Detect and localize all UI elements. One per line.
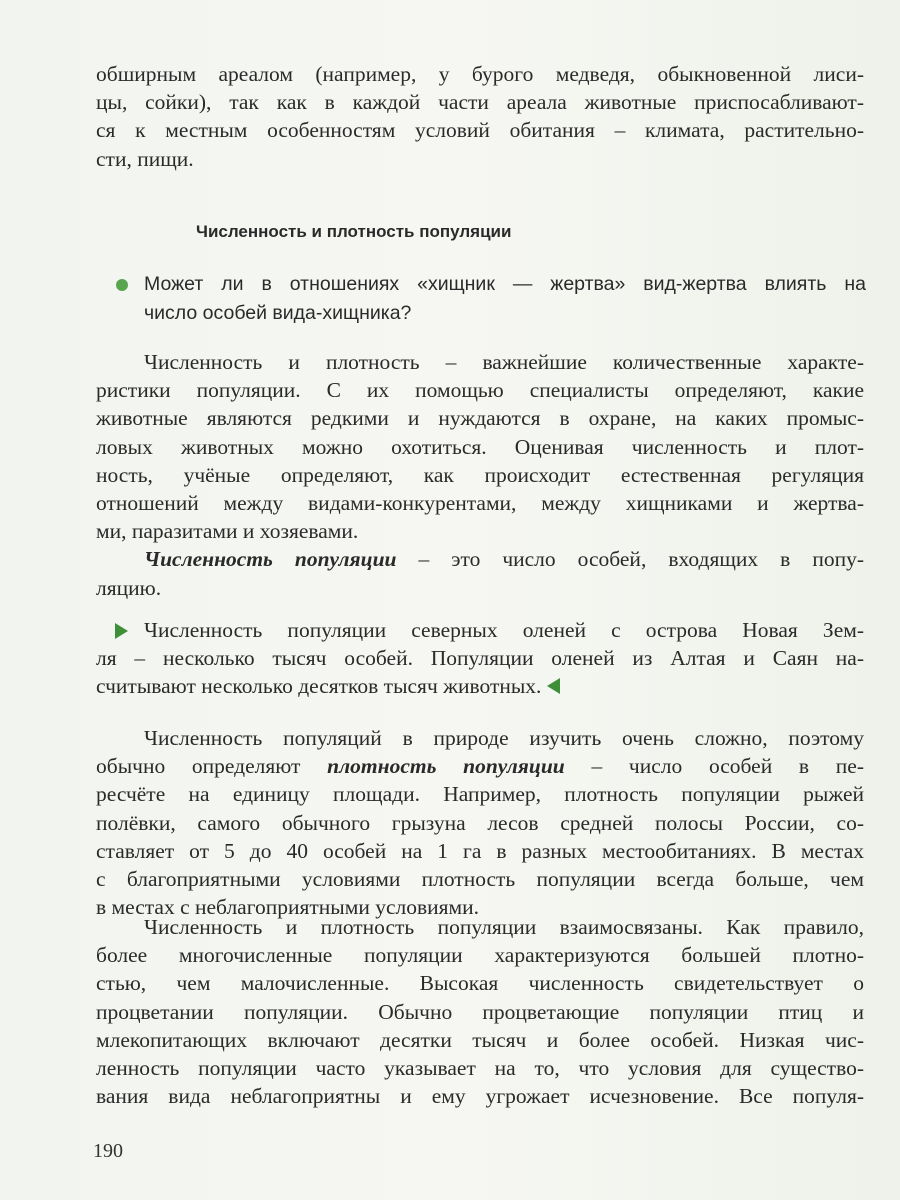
text-line: Численность популяций в природе изучить очень сложно, поэтому (144, 726, 864, 750)
page-number: 190 (93, 1140, 123, 1162)
text-line: Численность и плотность – важнейшие количественные характе- (144, 350, 864, 374)
text-line: процветании популяции. Обычно процветающие популяции птиц и (96, 999, 864, 1024)
term-population-size: Численность популяции (144, 547, 397, 572)
text-line: ресчёте на единицу площади. Например, плотность популяции рыжей (96, 782, 864, 807)
example-line (96, 672, 864, 700)
definition-text: – это число особей, входящих в попу- (396, 547, 864, 572)
paragraph-3 (96, 913, 864, 1110)
example-line: Численность популяции северных оленей с острова Новая Зем- (144, 618, 864, 642)
text-line: полёвки, самого обычного грызуна лесов средней полосы России, со- (96, 810, 864, 835)
text-line: стью, чем малочисленные. Высокая численность свидетельствует о (96, 971, 864, 996)
text-line: млекопитающих включают десятки тысяч и более особей. Низкая чис- (96, 1027, 864, 1052)
review-question (144, 270, 866, 327)
paragraph-1 (96, 348, 864, 602)
question-line: число особей вида-хищника? (144, 301, 412, 324)
text-line: Численность и плотность популяции взаимосвязаны. Как правило, (144, 915, 864, 939)
text-line: в местах с неблагоприятными условиями. (96, 895, 480, 920)
text-line: с благоприятными условиями плотность популяции всегда больше, чем (96, 867, 864, 892)
example-line: ля – несколько тысяч особей. Популяции оленей из Алтая и Саян на- (96, 646, 864, 671)
example-end-icon (547, 678, 560, 694)
text-line: ся к местным особенностям условий обитания – климата, растительно- (96, 118, 864, 143)
text-line (96, 752, 864, 780)
example-text: считывают несколько десятков тысяч животных. (96, 674, 542, 699)
paragraph-2 (96, 724, 864, 921)
question-line: Может ли в отношениях «хищник — жертва» вид-жертва влиять на (144, 273, 866, 295)
definition-line: ляцию. (96, 575, 162, 600)
text-fragment: обычно определяют (96, 754, 328, 779)
text-line: цы, сойки), так как в каждой части ареала животные приспосабливают- (96, 90, 864, 115)
intro-paragraph (96, 60, 864, 173)
text-line: более многочисленные популяции характеризуются большей плотно- (96, 943, 864, 968)
text-line: обширным ареалом (например, у бурого медведя, обыкновенной лиси- (96, 62, 864, 86)
text-line: ставляет от 5 до 40 особей на 1 га в разных местообитаниях. В местах (96, 838, 864, 863)
text-line: вания вида неблагоприятны и ему угрожает исчезновение. Все популя- (96, 1084, 864, 1109)
text-fragment: – число особей в пе- (564, 754, 865, 779)
text-line: ленность популяции часто указывает на то, что условия для существо- (96, 1056, 864, 1081)
text-line: ми, паразитами и хозяевами. (96, 519, 359, 544)
text-line: животные являются редкими и нуждаются в охране, на каких промыс- (96, 406, 864, 431)
example-block (96, 616, 864, 701)
text-line: сти, пищи. (96, 146, 194, 171)
definition-line (96, 545, 864, 573)
text-line: ристики популяции. С их помощью специалисты определяют, какие (96, 378, 864, 403)
term-population-density: плотность популяции (327, 754, 565, 779)
text-line: отношений между видами-конкурентами, между хищниками и жертва- (96, 491, 864, 516)
section-heading: Численность и плотность популяции (196, 222, 512, 241)
text-line: ность, учёные определяют, как происходит естественная регуляция (96, 462, 864, 487)
text-line: ловых животных можно охотиться. Оценивая численность и плот- (96, 434, 864, 459)
bullet-icon (116, 279, 128, 291)
